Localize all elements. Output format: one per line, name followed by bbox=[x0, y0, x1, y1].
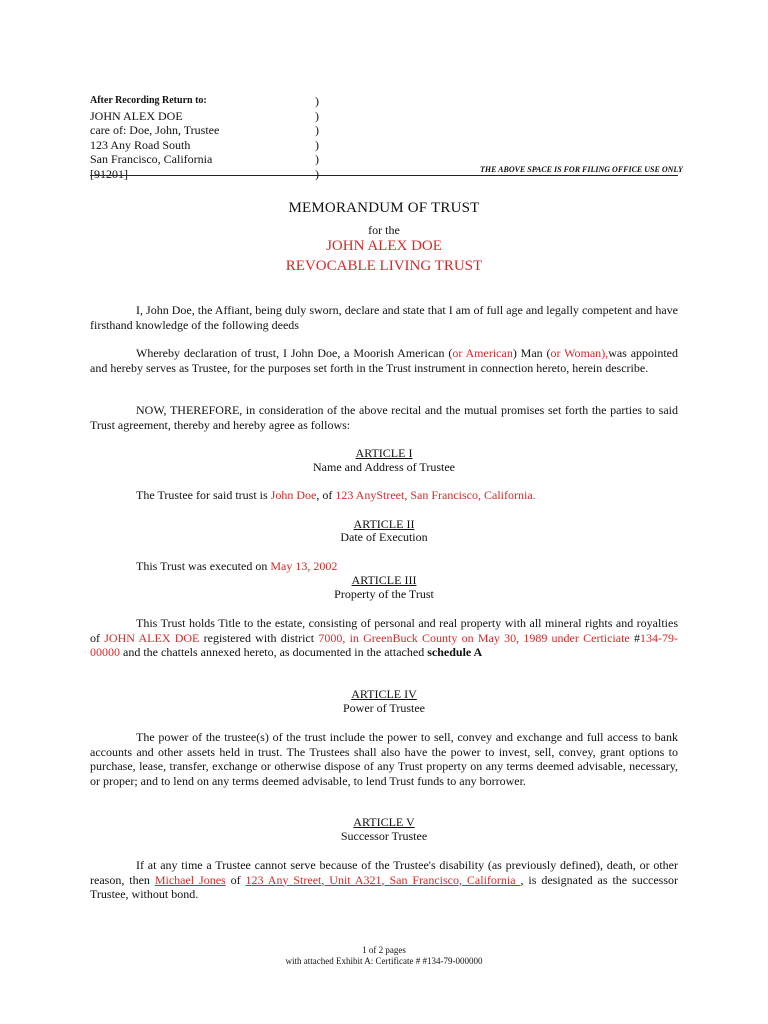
red-text: 134-79-00000 bbox=[90, 630, 679, 659]
article-2-text bbox=[136, 559, 337, 573]
recording-header-row bbox=[90, 94, 690, 109]
page-count: 1 of 2 pages bbox=[362, 945, 406, 955]
article-3-heading: ARTICLE III bbox=[351, 573, 417, 587]
text-run: and the chattels annexed hereto, as documented in the attached bbox=[120, 645, 428, 659]
article-5-heading: ARTICLE V bbox=[353, 815, 415, 829]
return-city: San Francisco, California bbox=[90, 152, 213, 167]
red-text: JOHN ALEX DOE bbox=[104, 630, 200, 645]
article-4-text: The power of the trustee(s) of the trust include the power to sell, convey and exchange and full access to bank accounts and other assets held in trust. The Trustees shall also have the power to invest, sell, convey, grant options to purchase, lease, transfer, exchange or otherwise dispose of any Trust property on any terms deemed advisable, necessary, or proper; and to lend on any terms deemed advisable, to lend Trust funds to any borrower. bbox=[90, 730, 678, 788]
text-run: # bbox=[629, 630, 641, 645]
paren: ) bbox=[315, 108, 319, 123]
article-3-text bbox=[90, 616, 678, 660]
text-run: of bbox=[225, 872, 246, 887]
recording-divider bbox=[90, 175, 678, 176]
text-run: registered with district bbox=[199, 630, 319, 645]
article-4-subheading: Power of Trustee bbox=[342, 701, 425, 715]
filing-office-note: THE ABOVE SPACE IS FOR FILING OFFICE USE ONLY bbox=[480, 165, 683, 174]
text-run: , is designated as the successor Trustee, without bond. bbox=[90, 872, 679, 901]
trust-name: REVOCABLE LIVING TRUST bbox=[285, 258, 483, 274]
title-for: for the bbox=[368, 223, 400, 237]
red-text: 7000, in GreenBuck County on May 30, 1989 under Certiciate bbox=[318, 630, 630, 645]
article-5-text bbox=[90, 858, 678, 902]
text-run: This Trust holds Title to the estate, consisting of personal and real property with all mineral rights and royalties of bbox=[90, 616, 678, 645]
red-text: Michael Jones bbox=[154, 872, 226, 887]
recording-line bbox=[90, 138, 690, 153]
article-3-subheading: Property of the Trust bbox=[334, 587, 434, 601]
return-name: JOHN ALEX DOE bbox=[90, 108, 183, 123]
exhibit-note: with attached Exhibit A: Certificate # #134-79-000000 bbox=[285, 956, 483, 966]
intro-paragraph-3: NOW, THEREFORE, in consideration of the above recital and the mutual promises set forth the parties to said Trust agreement, thereby and hereby agree as follows: bbox=[90, 403, 678, 432]
paren: ) bbox=[315, 152, 319, 167]
article-5-subheading: Successor Trustee bbox=[340, 829, 428, 843]
red-text: John Doe bbox=[270, 488, 317, 502]
text-run: ) Man ( bbox=[512, 346, 551, 360]
article-4-heading: ARTICLE IV bbox=[351, 687, 417, 701]
trust-owner-name: JOHN ALEX DOE bbox=[326, 238, 442, 254]
return-care-of: care of: Doe, John, Trustee bbox=[90, 123, 220, 138]
return-street: 123 Any Road South bbox=[90, 137, 191, 152]
paren: ) bbox=[315, 137, 319, 152]
red-text: 123 Any Street, Unit A321, San Francisco, California bbox=[245, 872, 521, 887]
recording-header: After Recording Return to: bbox=[90, 95, 207, 106]
article-1-heading: ARTICLE I bbox=[355, 446, 413, 460]
paren: ) bbox=[315, 94, 319, 108]
article-1-subheading: Name and Address of Trustee bbox=[313, 460, 455, 474]
red-text: May 13, 2002 bbox=[270, 559, 338, 573]
return-zip: [91201] bbox=[90, 166, 128, 181]
article-2-subheading: Date of Execution bbox=[340, 530, 428, 544]
text-run: The Trustee for said trust is bbox=[136, 488, 271, 502]
red-text: or Woman bbox=[550, 346, 602, 360]
red-text: or American bbox=[452, 346, 513, 360]
recording-line bbox=[90, 123, 690, 138]
intro-paragraph-1: I, John Doe, the Affiant, being duly sworn, declare and state that I am of full age and legally competent and have firsthand knowledge of the following deeds bbox=[90, 303, 678, 332]
intro-paragraph-2 bbox=[90, 346, 678, 375]
text-run: If at any time a Trustee cannot serve because of the Trustee's disability (as previously defined), death, or other reason, then bbox=[90, 858, 678, 887]
paren: ) bbox=[315, 166, 319, 181]
text-run: was appointed and hereby serves as Trustee, for the purposes set forth in the Trust instrument in connection hereto, herein describe. bbox=[90, 346, 679, 375]
recording-block bbox=[90, 94, 690, 182]
schedule-ref: schedule A bbox=[427, 645, 483, 659]
paren: ) bbox=[315, 123, 319, 138]
red-text: 123 AnyStreet, San Francisco, California. bbox=[335, 488, 536, 502]
article-2-heading: ARTICLE II bbox=[353, 517, 415, 531]
text-run: Whereby declaration of trust, I John Doe, a Moorish American ( bbox=[136, 346, 453, 360]
recording-line bbox=[90, 109, 690, 124]
article-1-text bbox=[136, 488, 536, 502]
text-run: , of bbox=[316, 488, 336, 502]
document-title: MEMORANDUM OF TRUST bbox=[288, 200, 480, 216]
text-run: This Trust was executed on bbox=[136, 559, 271, 573]
red-text: ), bbox=[601, 346, 609, 360]
